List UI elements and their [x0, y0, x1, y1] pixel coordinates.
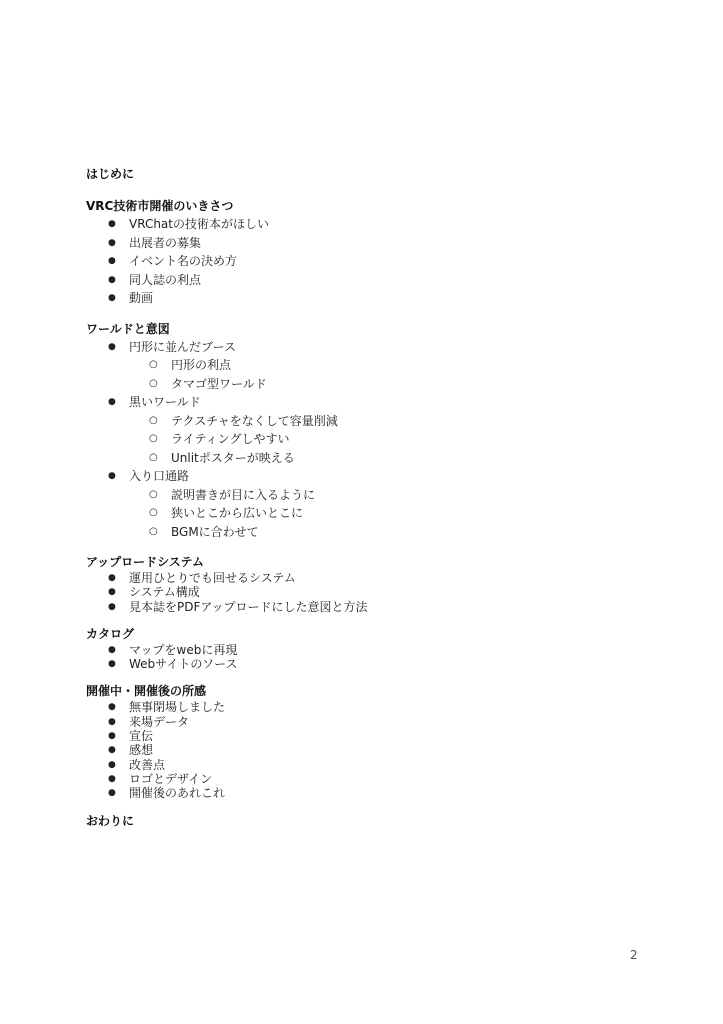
list-background [86, 215, 646, 308]
list-item: ● 黒いワールド [86, 393, 646, 412]
list-item: ● 改善点 [108, 757, 166, 772]
sub-list-item: ○ BGMに合わせて [86, 523, 646, 542]
bullet-icon: ● [108, 759, 116, 770]
list-impressions [86, 700, 646, 800]
list-item: ● 宣伝 [108, 729, 154, 744]
sub-list-item: ○ 狭いとこから広いとこに [86, 504, 646, 523]
bullet-icon: ● [108, 731, 116, 742]
list-item: ● 入り口通路 [86, 467, 646, 486]
sub-list-item: ○ テクスチャをなくして容量削減 [86, 412, 646, 431]
list-item: ● イベント名の決め方 [86, 252, 646, 271]
list-item: ● システム構成 [108, 585, 200, 600]
bullet-icon: ● [108, 644, 116, 655]
sub-list-item: ○ 説明書きが目に入るように [86, 486, 646, 505]
heading-impressions: 開催中・開催後の所感 [86, 684, 207, 699]
list-upload [86, 571, 646, 614]
heading-background: VRC技術市開催のいきさつ [86, 199, 234, 213]
bullet-icon: ● [108, 293, 116, 303]
bullet-icon: ● [108, 745, 116, 756]
list-item: ● マップをwebに再現 [108, 642, 238, 657]
bullet-icon: ● [108, 471, 116, 481]
heading-world: ワールドと意図 [86, 321, 170, 336]
list-item: ● 見本誌をPDFアップロードにした意図と方法 [108, 599, 368, 614]
list-item: ● ロゴとデザイン [108, 771, 213, 786]
bullet-icon: ● [108, 573, 116, 583]
bullet-icon: ● [108, 659, 116, 670]
sub-list-item: ○ 円形の利点 [86, 356, 646, 375]
bullet-icon: ● [108, 219, 116, 229]
bullet-icon: ● [108, 788, 116, 799]
bullet-icon: ● [108, 256, 116, 266]
bullet-icon: ● [108, 773, 116, 784]
bullet-icon: ● [108, 341, 116, 352]
bullet-icon: ● [108, 237, 116, 248]
circle-bullet-icon: ○ [149, 377, 158, 389]
list-catalog [86, 643, 646, 672]
bullet-icon: ● [108, 601, 116, 612]
circle-bullet-icon: ○ [149, 507, 158, 518]
heading-intro: はじめに [86, 167, 135, 181]
circle-bullet-icon: ○ [149, 414, 158, 426]
bullet-icon: ● [108, 702, 116, 713]
list-item: ● 感想 [108, 743, 154, 758]
circle-bullet-icon: ○ [149, 433, 158, 444]
list-item: ● 無事閉場しました [108, 700, 226, 715]
sub-list-item: ○ Unlitポスターが映える [86, 449, 646, 468]
heading-upload: アップロードシステム [86, 555, 204, 569]
page-number: 2 [630, 948, 638, 962]
list-item: ● 運用ひとりでも回せるシステム [108, 571, 296, 585]
list-item: ● 来場データ [108, 714, 190, 729]
bullet-icon: ● [108, 716, 116, 727]
list-item: ● 開催後のあれこれ [108, 786, 226, 801]
circle-bullet-icon: ○ [149, 451, 158, 463]
list-item: ● 出展者の募集 [86, 234, 646, 253]
list-world [86, 338, 646, 542]
document-page [86, 166, 646, 830]
list-item: ● 動画 [86, 289, 646, 308]
bullet-icon: ● [108, 587, 116, 598]
heading-closing: おわりに [86, 813, 135, 828]
list-item: ● Webサイトのソース [108, 657, 238, 672]
circle-bullet-icon: ○ [149, 488, 158, 500]
sub-list-item: ○ タマゴ型ワールド [86, 375, 646, 394]
list-item: ● VRChatの技術本がほしい [86, 215, 646, 234]
list-item: ● 同人誌の利点 [86, 271, 646, 290]
sub-list-item: ○ ライティングしやすい [86, 430, 646, 449]
heading-catalog: カタログ [86, 626, 135, 641]
circle-bullet-icon: ○ [149, 525, 158, 537]
list-item: ● 円形に並んだブース [86, 338, 646, 357]
bullet-icon: ● [108, 397, 116, 407]
circle-bullet-icon: ○ [149, 359, 158, 370]
bullet-icon: ● [108, 274, 116, 285]
